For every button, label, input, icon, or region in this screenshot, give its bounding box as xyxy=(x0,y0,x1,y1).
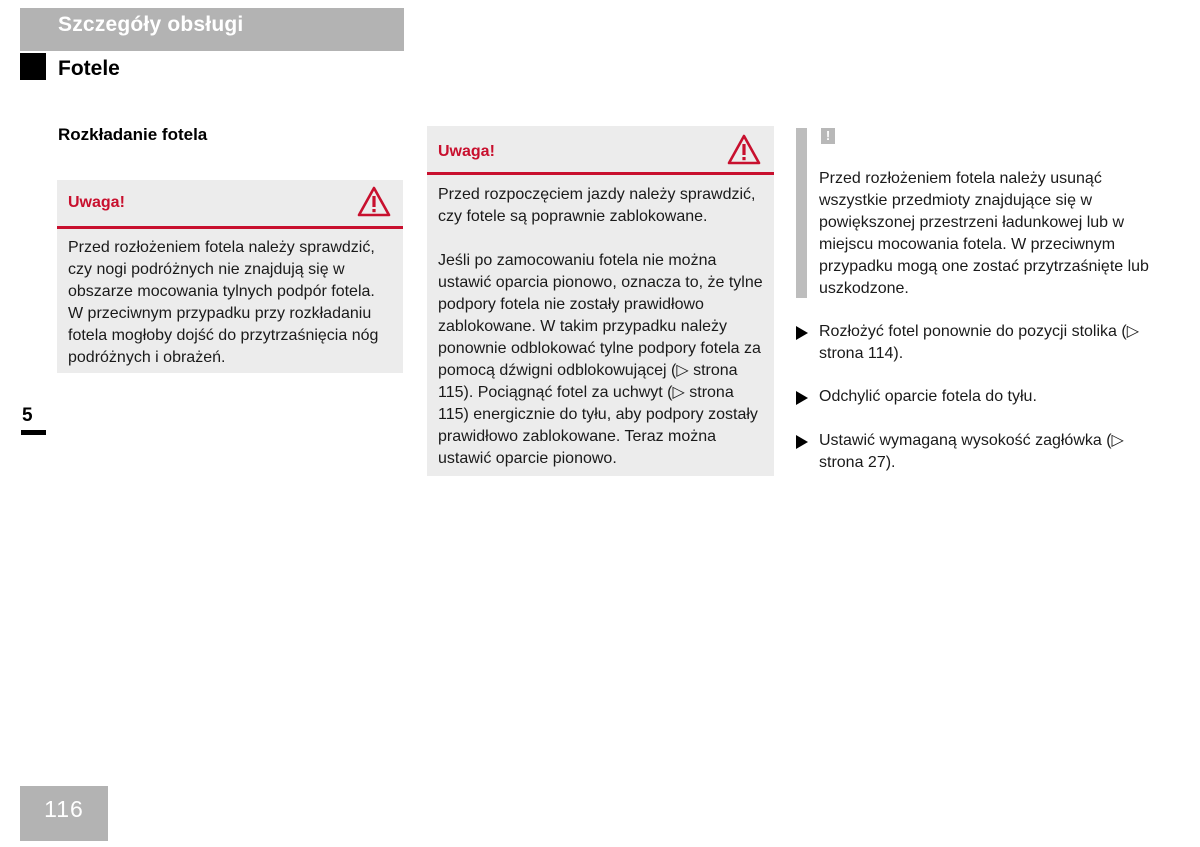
warning-triangle-icon xyxy=(357,186,391,218)
warning-header xyxy=(427,126,774,175)
bullet-arrow-icon xyxy=(796,391,808,405)
warning-paragraph: Przed rozpoczęciem jazdy należy sprawdzić, czy fotele są poprawnie zablokowane. xyxy=(438,186,756,225)
subsection-heading: Rozkładanie fotela xyxy=(58,125,208,144)
bullet-arrow-icon xyxy=(796,435,808,449)
warning-paragraph: Jeśli po zamocowaniu fotela nie można ustawić oparcia pionowo, oznacza to, że tylne podpory fotela nie zostały prawidłowo zablokowane. W takim przypadku należy ponownie odblokować tylne podpory fotela za pomocą dźwigni odblokowującej (▷ strona 115). Pociągnąć fotel za uchwyt (▷ strona 115) energicznie do tyłu, aby podpory zostały prawidłowo zablokowane. Teraz można ustawić oparcie pionowo. xyxy=(438,252,763,467)
step-text: Ustawić wymaganą wysokość zagłówka (▷ strona 27). xyxy=(819,432,1124,471)
warning-triangle-icon xyxy=(727,134,761,166)
chapter-underline xyxy=(21,430,46,435)
bullet-arrow-icon xyxy=(796,326,808,340)
warning-label: Uwaga! xyxy=(438,143,495,160)
section-marker xyxy=(20,53,46,80)
warning-label: Uwaga! xyxy=(68,194,125,211)
warning-text xyxy=(438,184,764,470)
warning-header xyxy=(57,180,403,229)
chapter-number: 5 xyxy=(22,405,33,426)
warning-text: Przed rozłożeniem fotela należy sprawdzić, czy nogi podróżnych nie znajdują się w obszarze mocowania tylnych podpór fotela. W przeciwnym przypadku przy rozkładaniu fotela mogłoby dojść do przytrzaśnięcia nóg podróżnych i obrażeń. xyxy=(68,239,379,366)
step-text: Rozłożyć fotel ponownie do pozycji stolika (▷ strona 114). xyxy=(819,323,1140,362)
page-number: 116 xyxy=(44,796,84,822)
note-exclamation-icon: ! xyxy=(821,128,835,144)
warning-box-left xyxy=(57,180,403,373)
note-text: Przed rozłożeniem fotela należy usunąć wszystkie przedmioty znajdujące się w powiększonej przestrzeni ładunkowej lub w miejscu mocowania fotela. W przeciwnym przypadku mogą one zostać przytrzaśnięte lub uszkodzone. xyxy=(819,170,1149,297)
chapter-title: Szczegóły obsługi xyxy=(58,13,244,36)
note-side-bar xyxy=(796,128,807,298)
warning-box-middle xyxy=(427,126,774,476)
section-title: Fotele xyxy=(58,57,120,80)
step-text: Odchylić oparcie fotela do tyłu. xyxy=(819,388,1037,405)
